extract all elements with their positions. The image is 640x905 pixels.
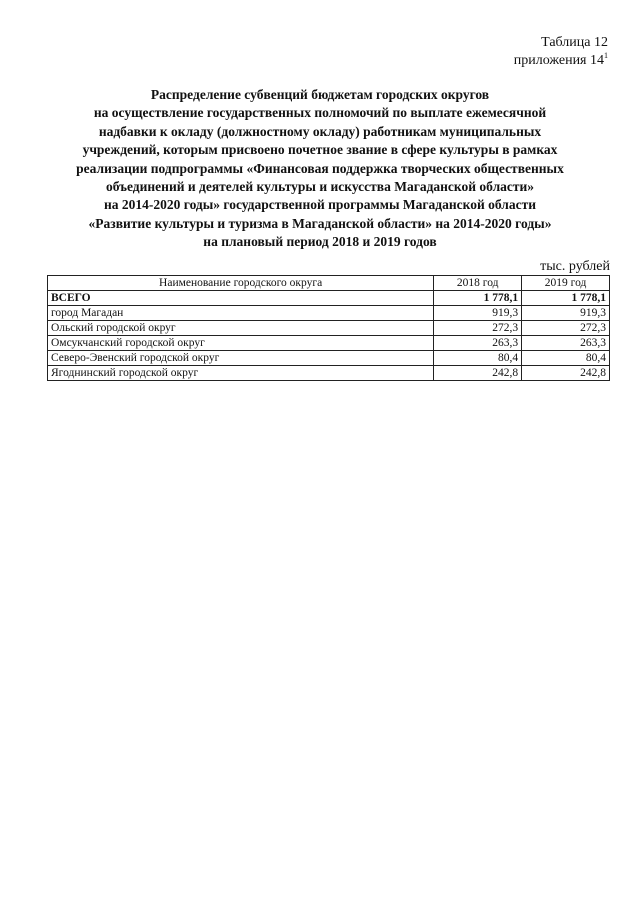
amount-2018: 80,4 [434, 351, 522, 366]
title-line: на плановый период 2018 и 2019 годов [203, 234, 437, 250]
amount-2019: 80,4 [522, 351, 610, 366]
title-line: на 2014-2020 годы» государственной программы Магаданской области [104, 197, 536, 213]
amount-2019: 919,3 [522, 306, 610, 321]
table-row [48, 366, 610, 381]
district-name: Омсукчанский городской округ [48, 336, 434, 351]
title-line: надбавки к окладу (должностному окладу) работникам муниципальных [98, 123, 542, 139]
title-line: Распределение субвенций бюджетам городских округов [150, 87, 490, 102]
title-line: реализации подпрограммы «Финансовая поддержка творческих общественных [76, 160, 564, 176]
appendix-superscript: 1 [604, 51, 608, 60]
table-row [48, 321, 610, 336]
amount-2019: 272,3 [522, 321, 610, 336]
document-title [40, 86, 600, 252]
title-line: объединений и деятелей культуры и искусства Магаданской области» [105, 179, 535, 195]
amount-2018: 263,3 [434, 336, 522, 351]
amount-2018: 272,3 [434, 321, 522, 336]
amount-2018: 242,8 [434, 366, 522, 381]
column-header-2019: 2019 год [522, 276, 610, 291]
units-label: тыс. рублей [540, 259, 610, 274]
amount-2019: 242,8 [522, 366, 610, 381]
table-row [48, 336, 610, 351]
district-name: Ольский городской округ [48, 321, 434, 336]
district-name: Ягоднинский городской округ [48, 366, 434, 381]
amount-2018: 1 778,1 [434, 291, 522, 306]
district-name: город Магадан [48, 306, 434, 321]
appendix-reference [514, 52, 608, 70]
title-line: «Развитие культуры и туризма в Магаданской области» на 2014-2020 годы» [88, 215, 552, 231]
table-row [48, 351, 610, 366]
district-name: Северо-Эвенский городской округ [48, 351, 434, 366]
table-header-row [48, 276, 610, 291]
column-header-2018: 2018 год [434, 276, 522, 291]
table-row [48, 306, 610, 321]
amount-2019: 263,3 [522, 336, 610, 351]
district-name: ВСЕГО [48, 291, 434, 306]
subvention-table [47, 275, 610, 381]
column-header-district: Наименование городского округа [48, 276, 434, 291]
table-row-total [48, 291, 610, 306]
title-line: учреждений, которым присвоено почетное звание в сфере культуры в рамках [82, 142, 558, 158]
table-reference [514, 34, 608, 70]
amount-2019: 1 778,1 [522, 291, 610, 306]
title-line: на осуществление государственных полномочий по выплате ежемесячной [93, 105, 547, 121]
appendix-number: приложения 14 [513, 53, 604, 68]
table-number: Таблица 12 [541, 35, 608, 50]
amount-2018: 919,3 [434, 306, 522, 321]
